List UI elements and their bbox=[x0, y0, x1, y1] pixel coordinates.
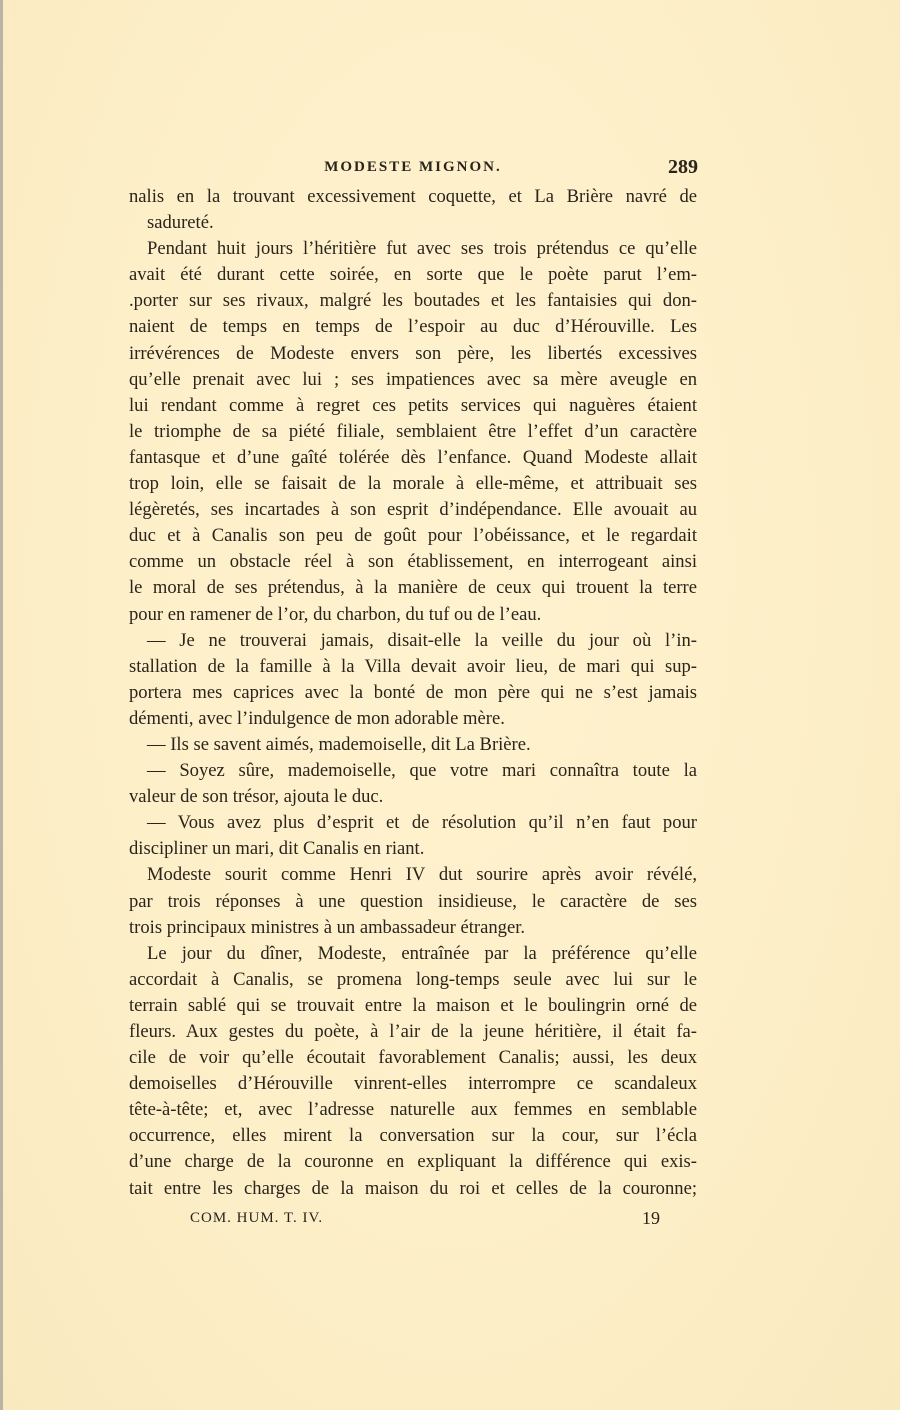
text-line: lui rendant comme à regret ces petits services qui naguères étaient bbox=[129, 394, 697, 416]
text-line: terrain sablé qui se trouvait entre la maison et le boulingrin orné de bbox=[129, 994, 697, 1016]
text-line: nalis en la trouvant excessivement coquette, et La Brière navré de bbox=[129, 186, 697, 207]
text-line: — Ils se savent aimés, mademoiselle, dit La Brière. bbox=[147, 733, 531, 755]
text-line: qu’elle prenait avec lui ; ses impatiences avec sa mère aveugle en bbox=[129, 368, 697, 390]
text-line: d’une charge de la couronne en expliquant la différence qui exis- bbox=[129, 1151, 697, 1173]
text-line: .porter sur ses rivaux, malgré les boutades et les fantaisies qui don- bbox=[129, 290, 697, 312]
text-line: démenti, avec l’indulgence de mon adorable mère. bbox=[129, 707, 505, 729]
running-title: MODESTE MIGNON. bbox=[324, 159, 502, 175]
running-head bbox=[128, 156, 698, 180]
text-line: le triomphe de sa piété filiale, semblaient être l’effet d’un caractère bbox=[129, 420, 697, 442]
text-line: fantasque et d’une gaîté tolérée dès l’enfance. Quand Modeste allait bbox=[129, 446, 697, 468]
text-line: demoiselles d’Hérouville vinrent-elles interrompre ce scandaleux bbox=[129, 1073, 697, 1095]
text-line: portera mes caprices avec la bonté de mon père qui ne s’est jamais bbox=[129, 681, 697, 703]
text-line: irrévérences de Modeste envers son père, les libertés excessives bbox=[129, 342, 697, 364]
page-number: 289 bbox=[668, 156, 698, 178]
sheet-number: 19 bbox=[642, 1208, 660, 1228]
page-left-edge bbox=[0, 0, 3, 1410]
text-line: Pendant huit jours l’héritière fut avec ses trois prétendus ce qu’elle bbox=[147, 238, 697, 260]
text-line: trois principaux ministres à un ambassadeur étranger. bbox=[129, 916, 526, 938]
text-line: Modeste sourit comme Henri IV dut sourire après avoir révélé, bbox=[147, 864, 697, 886]
text-line: naient de temps en temps de l’espoir au duc d’Hérouville. Les bbox=[129, 316, 697, 338]
text-line: comme un obstacle réel à son établissement, en interrogeant ainsi bbox=[129, 551, 697, 573]
text-line: — Je ne trouverai jamais, disait-elle la veille du jour où l’in- bbox=[147, 629, 697, 651]
text-line: accordait à Canalis, se promena long-temps seule avec lui sur le bbox=[129, 968, 697, 990]
text-line: tête-à-tête; et, avec l’adresse naturelle aux femmes en semblable bbox=[129, 1099, 697, 1121]
text-line: trop loin, elle se faisait de la morale à elle-même, et attribuait ses bbox=[129, 473, 697, 495]
text-line: fleurs. Aux gestes du poète, à l’air de la jeune héritière, il était fa- bbox=[129, 1021, 697, 1042]
text-line: — Soyez sûre, mademoiselle, que votre mari connaîtra toute la bbox=[147, 760, 697, 782]
text-line: duc et à Canalis son peu de goût pour l’obéissance, et le regardait bbox=[129, 525, 697, 547]
text-line: le moral de ses prétendus, à la manière de ceux qui trouent la terre bbox=[129, 577, 697, 599]
text-line: par trois réponses à une question insidieuse, le caractère de ses bbox=[129, 890, 697, 912]
page-footer bbox=[190, 1210, 660, 1234]
text-line: cile de voir qu’elle écoutait favorablement Canalis; aussi, les deux bbox=[129, 1047, 697, 1069]
text-line: — Vous avez plus d’esprit et de résolution qu’il n’en faut pour bbox=[147, 812, 697, 834]
text-line: légèretés, ses incartades à son esprit d’indépendance. Elle avouait au bbox=[129, 499, 697, 521]
text-line: Le jour du dîner, Modeste, entraînée par la préférence qu’elle bbox=[147, 942, 697, 964]
body-text bbox=[129, 184, 697, 1202]
text-line: valeur de son trésor, ajouta le duc. bbox=[129, 786, 384, 808]
text-line: sadureté. bbox=[147, 212, 214, 234]
text-line: discipliner un mari, dit Canalis en riant. bbox=[129, 838, 425, 860]
text-line: tait entre les charges de la maison du roi et celles de la couronne; bbox=[129, 1177, 697, 1199]
text-line: occurrence, elles mirent la conversation sur la cour, sur l’écla bbox=[129, 1125, 697, 1147]
printer-signature: COM. HUM. T. IV. bbox=[190, 1210, 324, 1226]
text-line: stallation de la famille à la Villa devait avoir lieu, de mari qui sup- bbox=[129, 655, 697, 677]
text-line: pour en ramener de l’or, du charbon, du tuf ou de l’eau. bbox=[129, 603, 542, 625]
text-line: avait été durant cette soirée, en sorte que le poète parut l’em- bbox=[129, 264, 697, 286]
